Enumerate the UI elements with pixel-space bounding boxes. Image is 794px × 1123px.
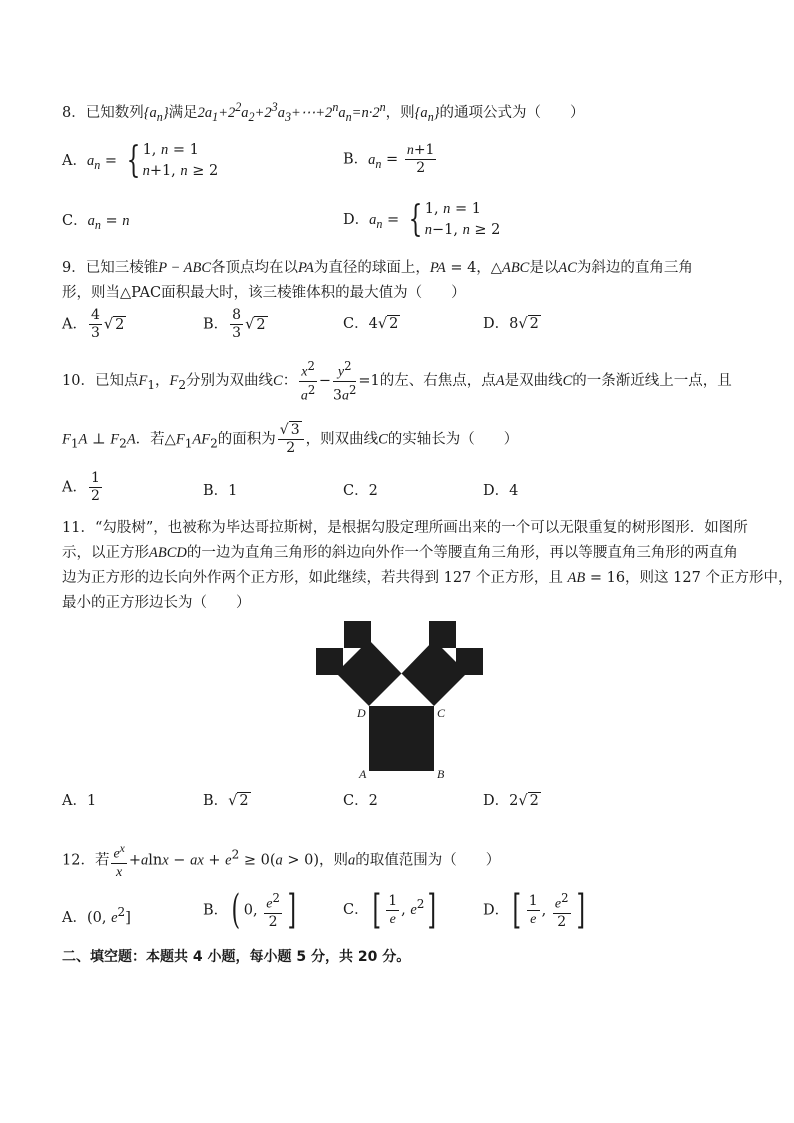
q12-option-c[interactable]: C．[ $\frac{1}{e}$ , $e^2$] [343, 887, 437, 933]
q12-stem: 12．若 $\frac{e^x}{x}$ +alnx − ax + $e^2 \ge 0(a > 0)$，则a的取值范围为（ ） [62, 842, 501, 880]
q10-stem-line1: 10．已知点$F_1$，$F_2$分别为双曲线C： $\frac{x^2}{a^2}$ − $\frac{y^2}{3a^2}$ =1的左、右焦点，点A是双曲线C的一条渐近线上一点，且 [62, 359, 732, 404]
square-left-level1 [336, 640, 402, 706]
q9-stem-line2: 形，则当△PAC面积最大时，该三棱锥体积的最大值为（ ） [62, 285, 466, 301]
q11-stem-line4: 最小的正方形边长为（ ） [62, 595, 251, 611]
q11-stem-line2: 示，以正方形ABCD的一边为直角三角形的斜边向外作一个等腰直角三角形，再以等腰直角三角形的两直角 [62, 545, 738, 561]
square-abcd [369, 706, 434, 771]
q11-option-b[interactable]: B．√ 2 [203, 793, 249, 809]
label-c: C [437, 706, 446, 720]
q11-stem-line1: 11．“勾股树”，也被称为毕达哥拉斯树，是根据勾股定理所画出来的一个可以无限重复的树形图形．如图所 [62, 520, 748, 536]
q11-option-a[interactable]: A．1 [62, 793, 97, 809]
pythagoras-tree-figure [305, 620, 505, 780]
q9-option-d[interactable]: D．8√ 2 [483, 316, 539, 332]
q12-option-d[interactable]: D．[ $\frac{1}{e}$ , $\frac{e^2}{2}$ ] [483, 887, 585, 934]
label-d: D [357, 706, 366, 720]
label-b: B [437, 767, 445, 780]
q11-option-d[interactable]: D．2√ 2 [483, 793, 539, 809]
square-right-top [429, 621, 456, 648]
q9-stem-line1: 9．已知三棱锥P − ABC各顶点均在以PA为直径的球面上，PA = 4，△ABC是以AC为斜边的直角三角 [62, 260, 693, 276]
q9-option-b[interactable]: B． $\frac{8}{3}$ √ 2 [203, 307, 266, 341]
q12-option-a[interactable]: A．(0, $e^2$] [62, 905, 131, 926]
q11-stem-line3: 边为正方形的边长向外作两个正方形，如此继续，若共得到 127 个正方形，且 AB = 16，则这 127 个正方形中， [62, 570, 793, 586]
q10-stem-line2: $F_1A$ ⊥ $F_2A$．若$\triangle F_1AF_2$的面积为 $\frac{√ 3}{2}$ ，则双曲线C的实轴长为（ ） [62, 422, 519, 456]
q9-option-c[interactable]: C．4√ 2 [343, 316, 399, 332]
q8-option-d[interactable]: D．$a_n$ = { 1, n = 1 n−1, n ≥ 2 [343, 199, 501, 240]
q9-option-a[interactable]: A． $\frac{4}{3}$ √ 2 [62, 307, 125, 341]
square-right-side [456, 648, 483, 675]
section-2-title: 二、填空题：本题共 4 小题，每小题 5 分，共 20 分。 [62, 949, 411, 965]
square-left-top [344, 621, 371, 648]
square-left-side [316, 648, 343, 675]
q10-option-c[interactable]: C．2 [343, 483, 378, 499]
q8-option-b[interactable]: B．$a_n$ = $\frac{n+1}{2}$ [343, 142, 435, 176]
q8-option-a[interactable]: A．$a_n$ = { 1, n = 1 n+1, n ≥ 2 [62, 140, 219, 181]
q8-option-c[interactable]: C．$a_n = n$ [62, 213, 130, 232]
q12-option-b[interactable]: B．( 0, $\frac{e^2}{2}$ ] [203, 887, 296, 934]
q8-stem: 8．已知数列$\{a_n\}$满足$2a_1+2^2a_2+2^3a_3+\cdots+2^na_n=n\cdot 2^n$，则$\{a_n\}$的通项公式为（ ） [62, 100, 585, 124]
label-a: A [359, 767, 367, 780]
q10-option-a[interactable]: A． $\frac{1}{2}$ [62, 470, 100, 504]
q11-option-c[interactable]: C．2 [343, 793, 378, 809]
q10-option-b[interactable]: B．1 [203, 483, 238, 499]
q10-option-d[interactable]: D．4 [483, 483, 519, 499]
